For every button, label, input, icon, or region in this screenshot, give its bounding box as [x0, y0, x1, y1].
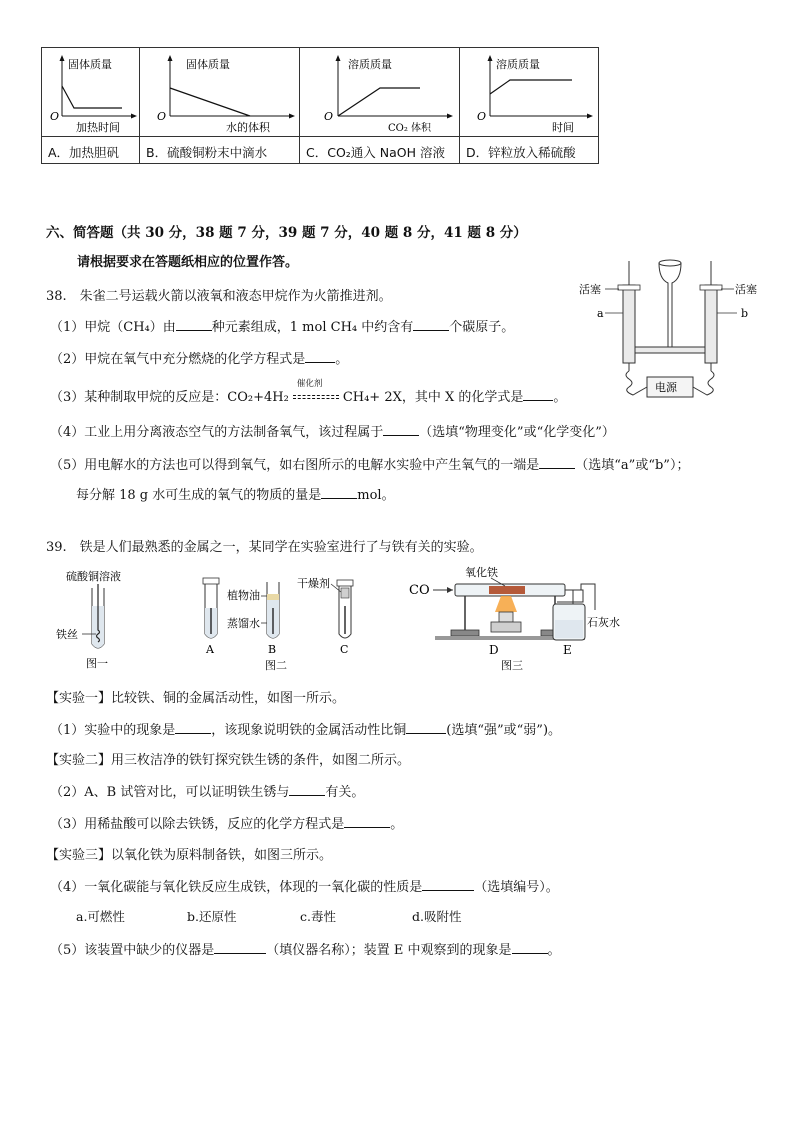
q39-exp3: 【实验三】以氧化铁为原料制备铁，如图三所示。 [46, 848, 333, 863]
fig3-oxide-label: 氧化铁 [465, 566, 498, 579]
q38-p5-blank-2 [321, 486, 357, 499]
graph-a [42, 48, 139, 136]
q39-p5-text-a: （5）该装置中缺少的仪器是 [50, 943, 215, 958]
figure-3 [405, 564, 640, 672]
graph-c-origin: O [324, 110, 334, 123]
q38-p1-blank-1 [176, 318, 212, 331]
q39-p4-blank [422, 878, 474, 891]
q38-p1-text-c: 个碳原子。 [449, 320, 515, 335]
q38-p1-text-b: 种元素组成，1 mol CH₄ 中约含有 [211, 320, 414, 335]
q39-p4-text-b: （选填编号）。 [474, 880, 559, 895]
section-title: 六、简答题（共 30 分，38 题 7 分，39 题 7 分，40 题 8 分，41 题 8 分） [46, 225, 527, 241]
q39-p5-blank-2 [512, 941, 548, 954]
q39-p5-blank-1 [214, 941, 266, 954]
option-d-caption-cell [460, 137, 599, 164]
fig2-desiccant-label: 干燥剂 [297, 577, 330, 590]
q38-p1-blank-2 [413, 318, 449, 331]
q39-exp2: 【实验二】用三枚洁净的铁钉探究铁生锈的条件，如图二所示。 [46, 753, 411, 768]
q38-p3-arrow [293, 379, 339, 401]
option-c-cell [300, 48, 460, 137]
graph-b-xlabel: 水的体积 [226, 121, 270, 134]
section-instruction: 请根据要求在答题纸相应的位置作答。 [77, 255, 299, 270]
fig3-caption: 图三 [501, 659, 523, 672]
fig1-solution-label: 硫酸铜溶液 [66, 570, 121, 583]
fig1-wire-label: 铁丝 [56, 628, 78, 641]
q38-stem: 38. 朱雀二号运载火箭以液氧和液态甲烷作为火箭推进剂。 [46, 289, 392, 304]
option-b-cell [140, 48, 300, 137]
q38-part3 [50, 379, 567, 405]
graph-d-origin: O [477, 110, 487, 123]
q39-part5 [50, 939, 561, 958]
option-a-caption: A．加热胆矾 [48, 145, 120, 160]
graph-d-xlabel: 时间 [552, 121, 574, 134]
options-table [41, 47, 599, 164]
q39-part1 [50, 719, 561, 738]
fig2-water-label: 蒸馏水 [227, 617, 260, 630]
q39-stem: 39. 铁是人们最熟悉的金属之一，某同学在实验室进行了与铁有关的实验。 [46, 540, 483, 555]
q39-choice-a: a.可燃性 [76, 909, 125, 924]
q39-choice-c: c.毒性 [300, 909, 336, 924]
q38-p5-text-b: （选填“a”或“b”）； [575, 458, 690, 473]
q38-p3-text-a: （3）某种制取甲烷的反应是：CO₂+4H₂ [50, 390, 289, 405]
graph-d [460, 48, 598, 136]
option-d-cell [460, 48, 599, 137]
right-stopcock-label: 活塞 [735, 283, 757, 296]
q38-p5-text-a: （5）用电解水的方法也可以得到氧气，如右图所示的电解水实验中产生氧气的一端是 [50, 458, 540, 473]
graph-c-xlabel: CO₂ 体积 [388, 123, 432, 134]
tube-a-label: a [597, 307, 604, 320]
figure-2 [195, 574, 365, 672]
tube-b-label: b [741, 307, 749, 320]
q38-p2-text-a: （2）甲烷在氧气中充分燃烧的化学方程式是 [50, 352, 306, 367]
q39-p1-text-c: (选填“强”或“弱”)。 [446, 723, 562, 738]
q38-p3-text-b: CH₄+ 2X，其中 X 的化学式是 [342, 390, 524, 405]
q38-p3-text-c: 。 [553, 390, 567, 405]
q38-p5-text-c: 每分解 18 g 水可生成的氧气的物质的量是 [76, 488, 322, 503]
q38-part1 [50, 316, 514, 335]
q39-p2-blank [289, 783, 325, 796]
q39-part4 [50, 876, 559, 895]
figure-1 [52, 566, 142, 672]
graph-c [300, 48, 459, 136]
q39-choice-d: d.吸附性 [412, 909, 462, 924]
q38-p3-blank [523, 388, 553, 401]
graph-a-origin: O [50, 110, 60, 123]
q39-p1-text-b: ，该现象说明铁的金属活动性比铜 [211, 723, 407, 738]
q38-p4-text-a: （4）工业上用分离液态空气的方法制备氧气，该过程属于 [50, 425, 384, 440]
q39-part2 [50, 781, 364, 800]
graph-d-ylabel: 溶质质量 [496, 58, 540, 71]
fig3-limewater-label: 石灰水 [587, 616, 620, 629]
q39-p1-text-a: （1）实验中的现象是 [50, 723, 176, 738]
graph-b-ylabel: 固体质量 [186, 58, 230, 71]
graph-a-xlabel: 加热时间 [76, 121, 120, 134]
option-b-caption: B．硫酸铜粉末中滴水 [146, 145, 268, 160]
q38-p3-catalyst: 催化剂 [296, 379, 323, 389]
fig3-d-label: D [489, 643, 499, 657]
fig3-e-label: E [563, 643, 572, 657]
q38-p5-text-d: mol。 [357, 488, 395, 503]
q39-exp1: 【实验一】比较铁、铜的金属活动性，如图一所示。 [46, 691, 346, 706]
fig2-caption: 图二 [265, 659, 287, 672]
q38-p2-text-b: 。 [335, 352, 349, 367]
option-b-caption-cell [140, 137, 300, 164]
q38-part5-line2 [76, 484, 395, 503]
q39-p1-blank-1 [175, 721, 211, 734]
option-c-caption: C．CO₂通入 NaOH 溶液 [306, 145, 446, 160]
q38-p4-blank [383, 423, 419, 436]
q39-p3-text-a: （3）用稀盐酸可以除去铁锈，反应的化学方程式是 [50, 817, 345, 832]
option-a-caption-cell [42, 137, 140, 164]
q39-part3 [50, 813, 403, 832]
fig1-caption: 图一 [86, 657, 108, 670]
left-stopcock-label: 活塞 [579, 283, 601, 296]
q38-p2-blank [305, 350, 335, 363]
graph-b-origin: O [157, 110, 167, 123]
power-supply-label: 电源 [655, 381, 677, 394]
graph-c-ylabel: 溶质质量 [348, 58, 392, 71]
q38-part4 [50, 421, 615, 440]
electrolysis-apparatus-figure [575, 255, 765, 403]
fig2-tube-a-label: A [206, 643, 214, 656]
q39-choice-b: b.还原性 [187, 909, 237, 924]
q38-p4-text-b: （选填“物理变化”或“化学变化”） [419, 425, 615, 440]
q39-p2-text-b: 有关。 [325, 785, 365, 800]
q39-p2-text-a: （2）A、B 试管对比，可以证明铁生锈与 [50, 785, 290, 800]
graph-a-ylabel: 固体质量 [68, 58, 112, 71]
fig3-co-label: CO [409, 583, 430, 598]
q39-p3-blank [344, 815, 390, 828]
q38-part2 [50, 348, 348, 367]
option-c-caption-cell [300, 137, 460, 164]
q38-p1-text-a: （1）甲烷（CH₄）由 [50, 320, 176, 335]
q39-p4-text-a: （4）一氧化碳能与氧化铁反应生成铁，体现的一氧化碳的性质是 [50, 880, 423, 895]
fig2-tube-c-label: C [340, 643, 349, 656]
fig2-tube-b-label: B [268, 643, 277, 656]
q38-part5 [50, 454, 689, 473]
graph-b [140, 48, 299, 136]
option-d-caption: D．锌粒放入稀硫酸 [466, 145, 576, 160]
q39-p3-text-b: 。 [390, 817, 404, 832]
option-a-cell [42, 48, 140, 137]
q39-p5-text-c: 。 [547, 943, 561, 958]
q38-p5-blank-1 [539, 456, 575, 469]
q39-p5-text-b: （填仪器名称）；装置 E 中观察到的现象是 [266, 943, 512, 958]
fig2-oil-label: 植物油 [227, 589, 260, 602]
q39-p1-blank-2 [406, 721, 446, 734]
